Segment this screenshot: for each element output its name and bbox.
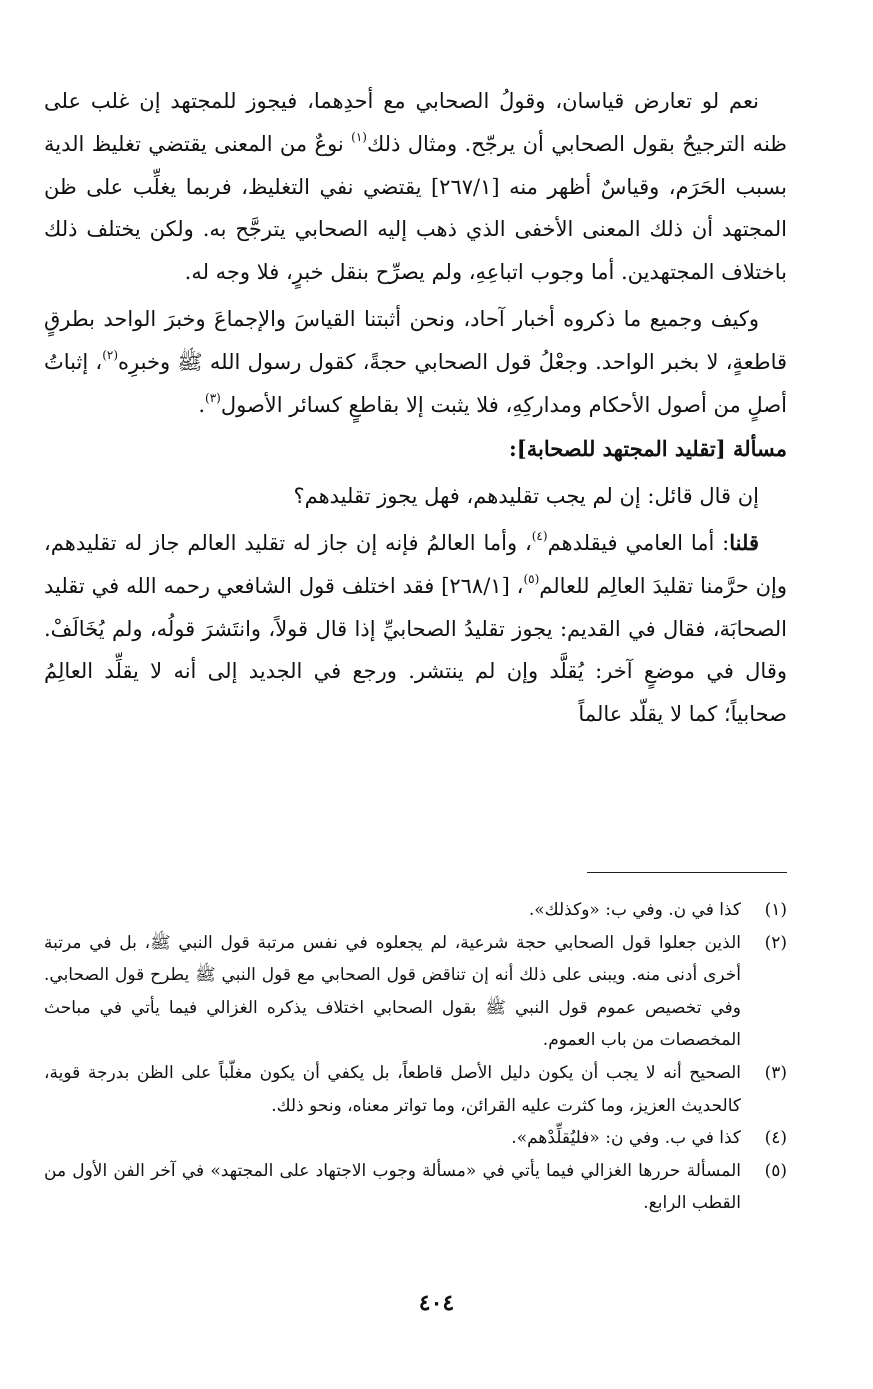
footnote-ref-1[interactable]: (١) — [351, 129, 367, 144]
footnote-text: كذا في ن. وفي ب: «وكذلك». — [528, 900, 741, 920]
paragraph-4-text-c: ، [٢٦٨/١] فقد اختلف قول الشافعي رحمه الله في تقليد الصحابَة، فقال في القديم: يجوز تقليدُ الصحابيِّ إذا قال قولاً، وانتَشرَ قولُه، ولم يُخَالَفْ. وقال في موضعٍ آخر: يُقلَّد وإن لم ينتشر. ورجع في الجديد إلى أنه لا يقلِّد العالِمُ صحابياً؛ كما لا يقلّد عالماً — [44, 573, 787, 727]
footnote-number: (٥) — [764, 1160, 787, 1181]
paragraph-2-text-b: ، إثباتُ أصلٍ من أصول الأحكام ومداركِهِ، فلا يثبت إلا بقاطعٍ كسائر الأصول — [44, 349, 787, 417]
footnote-number: (٢) — [764, 932, 787, 953]
footnote-3 — [44, 1057, 787, 1122]
footnote-ref-2[interactable]: (٢) — [102, 347, 119, 362]
footnote-text: كذا في ب. وفي ن: «فليُقلِّدْهم». — [511, 1128, 741, 1149]
footnote-text: الصحيح أنه لا يجب أن يكون دليل الأصل قاطعاً، بل يكفي أن يكون مغلّباً على الظن بدرجة قوية، كالحديث العزيز، وما كثرت عليه القرائن، وما تواتر معناه، ونحو ذلك. — [44, 1062, 741, 1116]
main-text — [44, 80, 787, 736]
footnote-number: (٣) — [764, 1062, 787, 1083]
paragraph-4-text-b: ، وأما العالمُ فإنه إن جاز له تقليد العالم جاز له تقليدهم، وإن حرَّمنا تقليدَ العالِم للعالم — [44, 530, 787, 598]
paragraph-1-text-a: نعم لو تعارض قياسان، وقولُ الصحابي مع أحدِهما، فيجوز للمجتهد إن غلب على ظنه الترجيحُ بقول الصحابي أن يرجّح. ومثال ذلك — [44, 89, 787, 156]
paragraph-4-lead: قلنا — [729, 529, 759, 555]
paragraph-4 — [44, 522, 787, 736]
paragraph-3: إن قال قائل: إن لم يجب تقليدهم، فهل يجوز تقليدهم؟ — [293, 484, 759, 509]
footnote-ref-5[interactable]: (٥) — [523, 571, 540, 586]
section-title-text: مسألة [تقليد المجتهد للصحابة]: — [509, 436, 787, 462]
footnote-2 — [44, 927, 787, 1057]
footnote-1 — [44, 894, 787, 927]
footnote-number: (٤) — [764, 1128, 787, 1149]
footnote-divider — [587, 872, 787, 873]
footnote-text: الذين جعلوا قول الصحابي حجة شرعية، لم يجعلوه في نفس مرتبة قول النبي ﷺ، بل في مرتبة أخرى أدنى منه. ويبنى على ذلك أنه إن تناقض قول الصحابي مع قول النبي ﷺ يطرح قول الصحابي. وفي تخصيص عموم قول النبي ﷺ بقول الصحابي اختلاف يذكره الغزالي فيما يأتي في مباحث المخصصات من باب العموم. — [44, 932, 741, 1051]
paragraph-4-text-a: : أما العامي فيقلدهم — [547, 530, 730, 555]
paragraph-2-text-a: وكيف وجميع ما ذكروه أخبار آحاد، ونحن أثبتنا القياسَ والإجماعَ وخبرَ الواحد بطرقٍ قاطعةٍ، لا بخبر الواحد. وجعْلُ قول الصحابي حجةً، كقول رسول الله ﷺ وخبرِه — [44, 306, 788, 374]
page-number: ٤٠٤ — [418, 1290, 455, 1316]
footnote-4 — [44, 1122, 787, 1155]
paragraph-2-text-c: . — [198, 392, 206, 417]
paragraph-1 — [44, 80, 787, 294]
footnote-ref-3[interactable]: (٣) — [205, 390, 221, 405]
section-title — [44, 428, 787, 471]
paragraph-1-text-b: نوعٌ من المعنى يقتضي تغليظ الدية بسبب الحَرَم، وقياسٌ أظهر منه [٢٦٧/١] يقتضي نفي التغليظ، فربما يغلِّب على ظن المجتهد أن ذلك المعنى الأخفى الذي ذهب إليه الصحابي يترجَّح به. ولكن يختلف ذلك باختلاف المجتهدين. أما وجوب اتباعِهِ، ولم يصرِّح بنقل خبرٍ، فلا وجه له. — [44, 131, 787, 285]
footnote-text: المسألة حررها الغزالي فيما يأتي في «مسألة وجوب الاجتهاد على المجتهد» في آخر الفن الأول من القطب الرابع. — [44, 1160, 741, 1214]
footnote-number: (١) — [764, 900, 787, 920]
footnotes — [44, 894, 787, 1220]
footnote-5 — [44, 1155, 787, 1220]
paragraph-2 — [44, 298, 787, 426]
footnote-ref-4[interactable]: (٤) — [531, 528, 548, 543]
